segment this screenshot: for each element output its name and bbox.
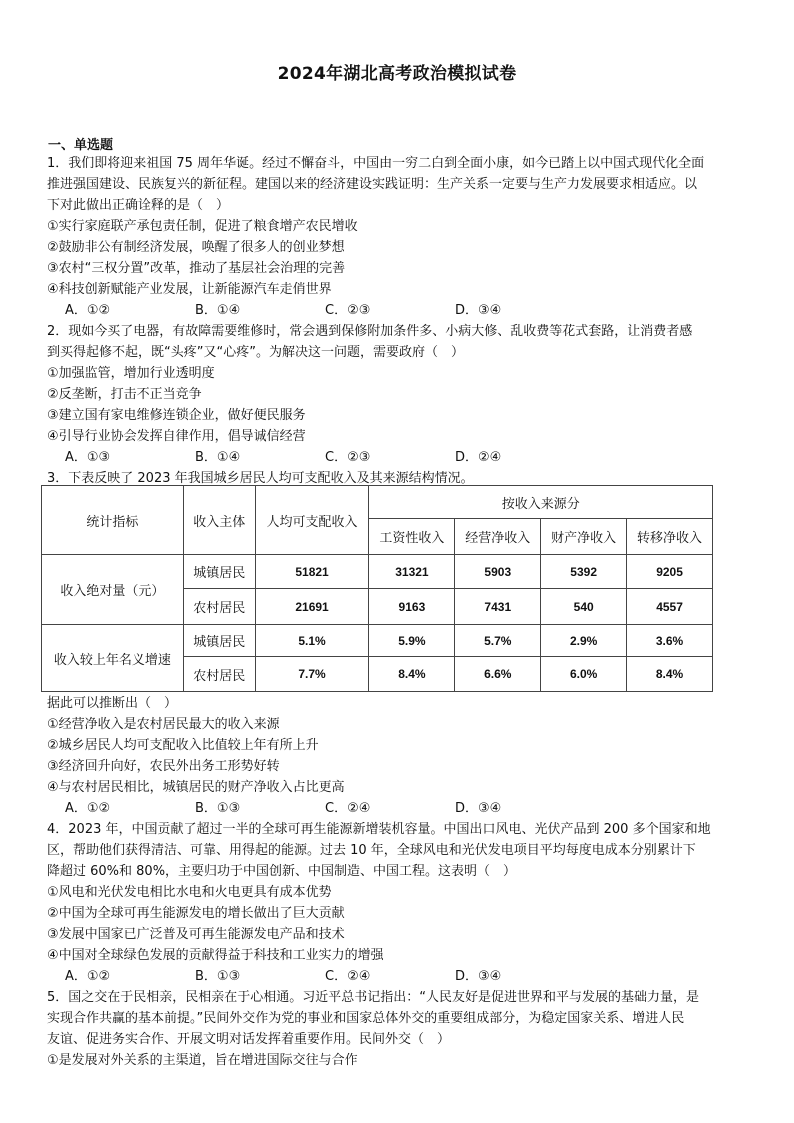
q1-options <box>47 300 752 321</box>
q4-statement: ④中国对全球绿色发展的贡献得益于科技和工业实力的增强 <box>47 948 384 963</box>
option-b[interactable]: B．①④ <box>195 303 241 318</box>
table-cell: 5392 <box>541 555 627 589</box>
q2-statement: ③建立国有家电维修连锁企业，做好便民服务 <box>47 408 306 423</box>
table-cell: 31321 <box>369 555 455 589</box>
q3-statement: ③经济回升向好，农民外出务工形势好转 <box>47 759 280 774</box>
q1-stem-line: 1．我们即将迎来祖国 75 周年华诞。经过不懈奋斗，中国由一穷二白到全面小康，如今已踏上以中国式现代化全面 <box>47 156 705 171</box>
option-d[interactable]: D．③④ <box>455 801 502 816</box>
q2-statement: ②反垄断，打击不正当竞争 <box>47 387 202 402</box>
income-table <box>41 485 713 692</box>
table-cell: 9163 <box>369 589 455 625</box>
q5-stem-line: 5．国之交在于民相亲，民相亲在于心相通。习近平总书记指出：“人民友好是促进世界和平与发展的基础力量，是 <box>47 990 700 1005</box>
header-wage: 工资性收入 <box>369 519 455 555</box>
table-cell: 6.0% <box>541 657 627 692</box>
header-by-source: 按收入来源分 <box>369 486 713 519</box>
table-cell: 540 <box>541 589 627 625</box>
q4-stem-line: 4．2023 年，中国贡献了超过一半的全球可再生能源新增装机容量。中国出口风电、光伏产品到 200 多个国家和地 <box>47 822 711 837</box>
q3-statement: ①经营净收入是农村居民最大的收入来源 <box>47 717 280 732</box>
table-row <box>42 625 713 657</box>
section-heading: 一、单选题 <box>48 138 114 153</box>
q4-statement: ③发展中国家已广泛普及可再生能源发电产品和技术 <box>47 927 345 942</box>
q2-statement: ④引导行业协会发挥自律作用，倡导诚信经营 <box>47 429 306 444</box>
q5-statement: ①是发展对外关系的主渠道，旨在增进国际交往与合作 <box>47 1053 358 1068</box>
option-a[interactable]: A．①② <box>65 969 111 984</box>
table-cell: 7431 <box>455 589 541 625</box>
option-c[interactable]: C．②④ <box>325 969 371 984</box>
q4-statement: ②中国为全球可再生能源发电的增长做出了巨大贡献 <box>47 906 345 921</box>
table-row <box>42 555 713 589</box>
q4-statement: ①风电和光伏发电相比水电和火电更具有成本优势 <box>47 885 332 900</box>
group-label: 收入绝对量（元） <box>42 555 184 625</box>
header-disposable: 人均可支配收入 <box>255 486 369 555</box>
q2-statement: ①加强监管，增加行业透明度 <box>47 366 215 381</box>
q4-stem-line: 降超过 60%和 80%，主要归功于中国创新、中国制造、中国工程。这表明（ ） <box>47 864 517 879</box>
option-a[interactable]: A．①② <box>65 801 111 816</box>
q4-stem-line: 区，帮助他们获得清洁、可靠、用得起的能源。过去 10 年，全球风电和光伏发电项目平均每度电成本分别累计下 <box>47 843 696 858</box>
option-d[interactable]: D．③④ <box>455 969 502 984</box>
header-subject: 收入主体 <box>183 486 255 555</box>
q1-statement: ②鼓励非公有制经济发展，唤醒了很多人的创业梦想 <box>47 240 345 255</box>
q1-statement: ④科技创新赋能产业发展，让新能源汽车走俏世界 <box>47 282 332 297</box>
option-d[interactable]: D．②④ <box>455 450 502 465</box>
table-cell: 8.4% <box>627 657 713 692</box>
q2-options <box>47 447 752 468</box>
q3-statement: ②城乡居民人均可支配收入比值较上年有所上升 <box>47 738 319 753</box>
group-label: 收入较上年名义增速 <box>42 625 184 692</box>
q2-stem-line: 到买得起修不起，既“头疼”又“心疼”。为解决这一问题，需要政府（ ） <box>47 345 464 360</box>
table-cell: 9205 <box>627 555 713 589</box>
page-title: 2024年湖北高考政治模拟试卷 <box>277 64 517 84</box>
option-a[interactable]: A．①② <box>65 303 111 318</box>
q1-statement: ①实行家庭联产承包责任制，促进了粮食增产农民增收 <box>47 219 358 234</box>
option-d[interactable]: D．③④ <box>455 303 502 318</box>
q5-stem-line: 实现合作共赢的基本前提。”民间外交作为党的事业和国家总体外交的重要组成部分，为稳定国家关系、增进人民 <box>47 1011 685 1026</box>
subject-cell: 农村居民 <box>183 589 255 625</box>
header-transfer: 转移净收入 <box>627 519 713 555</box>
table-cell: 8.4% <box>369 657 455 692</box>
subject-cell: 城镇居民 <box>183 555 255 589</box>
q3-statement: ④与农村居民相比，城镇居民的财产净收入占比更高 <box>47 780 345 795</box>
option-c[interactable]: C．②④ <box>325 801 371 816</box>
q1-statement: ③农村“三权分置”改革，推动了基层社会治理的完善 <box>47 261 346 276</box>
q1-stem-line: 推进强国建设、民族复兴的新征程。建国以来的经济建设实践证明：生产关系一定要与生产力发展要求相适应。以 <box>47 177 698 192</box>
table-cell: 51821 <box>255 555 369 589</box>
table-cell: 6.6% <box>455 657 541 692</box>
header-business: 经营净收入 <box>455 519 541 555</box>
table-cell: 5.1% <box>255 625 369 657</box>
option-c[interactable]: C．②③ <box>325 450 371 465</box>
q5-stem-line: 友谊、促进务实合作、开展文明对话发挥着重要作用。民间外交（ ） <box>47 1032 451 1047</box>
q1-stem-line: 下对此做出正确诠释的是（ ） <box>47 198 230 213</box>
option-b[interactable]: B．①④ <box>195 450 241 465</box>
table-cell: 7.7% <box>255 657 369 692</box>
q4-options <box>47 966 752 987</box>
subject-cell: 城镇居民 <box>183 625 255 657</box>
q2-stem-line: 2．现如今买了电器，有故障需要维修时，常会遇到保修附加条件多、小病大修、乱收费等花式套路，让消费者感 <box>47 324 693 339</box>
question-block-1-2 <box>47 153 752 489</box>
q3-prompt: 据此可以推断出（ ） <box>47 696 178 711</box>
table-cell: 4557 <box>627 589 713 625</box>
table-cell: 2.9% <box>541 625 627 657</box>
option-c[interactable]: C．②③ <box>325 303 371 318</box>
table-cell: 3.6% <box>627 625 713 657</box>
q3-options <box>47 798 752 819</box>
header-property: 财产净收入 <box>541 519 627 555</box>
q3-stem: 3．下表反映了 2023 年我国城乡居民人均可支配收入及其来源结构情况。 <box>47 471 474 486</box>
question-block-3-5 <box>47 693 752 1071</box>
subject-cell: 农村居民 <box>183 657 255 692</box>
option-b[interactable]: B．①③ <box>195 969 241 984</box>
option-a[interactable]: A．①③ <box>65 450 111 465</box>
option-b[interactable]: B．①③ <box>195 801 241 816</box>
table-cell: 5.7% <box>455 625 541 657</box>
table-cell: 21691 <box>255 589 369 625</box>
table-cell: 5.9% <box>369 625 455 657</box>
table-cell: 5903 <box>455 555 541 589</box>
header-indicator: 统计指标 <box>42 486 184 555</box>
